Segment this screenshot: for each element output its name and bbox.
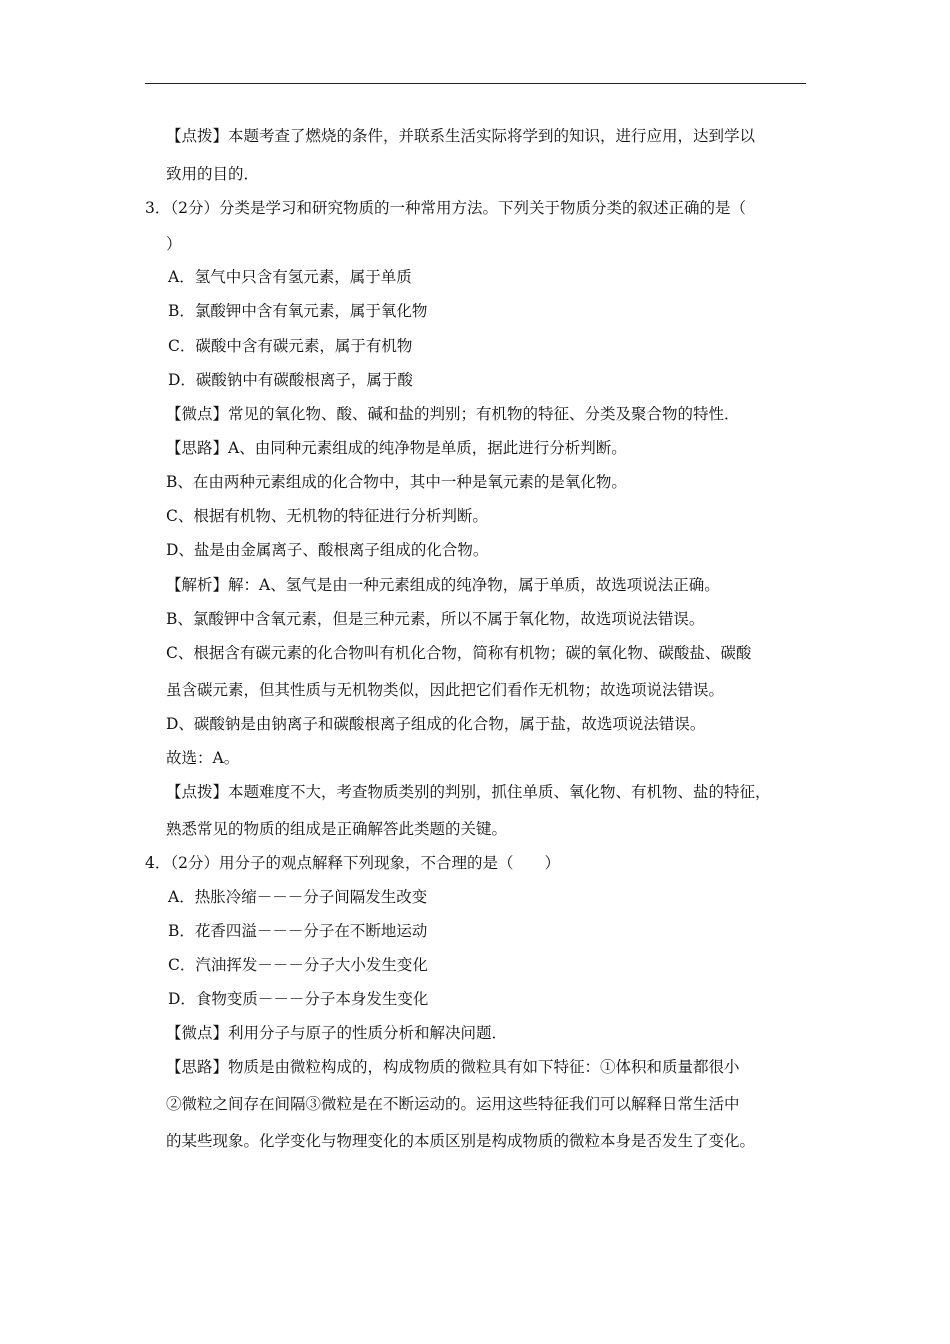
q4-option-c: C．汽油挥发－－－分子大小发生变化 xyxy=(168,956,428,974)
header-rule xyxy=(145,83,806,84)
q4-option-a: A．热胀冷缩－－－分子间隔发生改变 xyxy=(168,888,428,906)
q4-option-b: B．花香四溢－－－分子在不断地运动 xyxy=(168,922,428,940)
q3-analysis-b: B、氯酸钾中含氧元素，但是三种元素，所以不属于氧化物，故选项说法错误。 xyxy=(166,610,705,628)
q3-analysis-a: 【解析】解：A、氢气是由一种元素组成的纯净物，属于单质，故选项说法正确。 xyxy=(166,576,720,594)
q3-analysis-c: C、根据含有碳元素的化合物叫有机化合物，简称有机物；碳的氧化物、碳酸盐、碳酸 xyxy=(166,644,752,662)
q3-approach-c: C、根据有机物、无机物的特征进行分析判断。 xyxy=(166,507,488,525)
q4-approach-line-1: 【思路】物质是由微粒构成的，构成物质的微粒具有如下特征：①体积和质量都很小 xyxy=(166,1058,740,1076)
q4-knowledge-point: 【微点】利用分子与原子的性质分析和解决问题． xyxy=(166,1024,508,1042)
q3-approach-a: 【思路】A、由同种元素组成的纯净物是单质，据此进行分析判断。 xyxy=(166,439,627,457)
q4-approach-line-3: 的某些现象。化学变化与物理变化的本质区别是构成物质的微粒本身是否发生了变化。 xyxy=(166,1132,756,1150)
q3-tip-line-2: 熟悉常见的物质的组成是正确解答此类题的关键。 xyxy=(166,820,508,838)
q3-option-a: A．氢气中只含有氢元素，属于单质 xyxy=(168,268,412,286)
q4-approach-line-2: ②微粒之间存在间隔③微粒是在不断运动的。运用这些特征我们可以解释日常生活中 xyxy=(166,1095,740,1113)
q3-answer: 故选：A。 xyxy=(166,749,240,767)
q3-analysis-c-cont: 虽含碳元素，但其性质与无机物类似，因此把它们看作无机物；故选项说法错误。 xyxy=(166,681,725,699)
q3-option-b: B．氯酸钾中含有氧元素，属于氧化物 xyxy=(168,302,428,320)
q3-approach-d: D、盐是由金属离子、酸根离子组成的化合物。 xyxy=(166,541,489,559)
question-3-stem-cont: ） xyxy=(166,235,182,253)
q3-analysis-d: D、碳酸钠是由钠离子和碳酸根离子组成的化合物，属于盐，故选项说法错误。 xyxy=(166,715,706,733)
q3-tip-line-1: 【点拨】本题难度不大，考查物质类别的判别，抓住单质、氧化物、有机物、盐的特征， xyxy=(166,783,771,801)
q3-knowledge-point: 【微点】常见的氧化物、酸、碱和盐的判别；有机物的特征、分类及聚合物的特性． xyxy=(166,405,740,423)
tip-line-1: 【点拨】本题考查了燃烧的条件，并联系生活实际将学到的知识，进行应用，达到学以 xyxy=(166,127,756,145)
q4-option-d: D．食物变质－－－分子本身发生变化 xyxy=(168,990,429,1008)
question-3-stem: 3．（2分）分类是学习和研究物质的一种常用方法。下列关于物质分类的叙述正确的是（ xyxy=(145,199,746,217)
q3-option-c: C．碳酸中含有碳元素，属于有机物 xyxy=(168,337,413,355)
q3-approach-b: B、在由两种元素组成的化合物中，其中一种是氧元素的是氧化物。 xyxy=(166,473,627,491)
question-4-stem: 4．（2分）用分子的观点解释下列现象，不合理的是（ ） xyxy=(145,854,560,872)
tip-line-2: 致用的目的． xyxy=(166,165,260,183)
q3-option-d: D．碳酸钠中有碳酸根离子，属于酸 xyxy=(168,371,413,389)
